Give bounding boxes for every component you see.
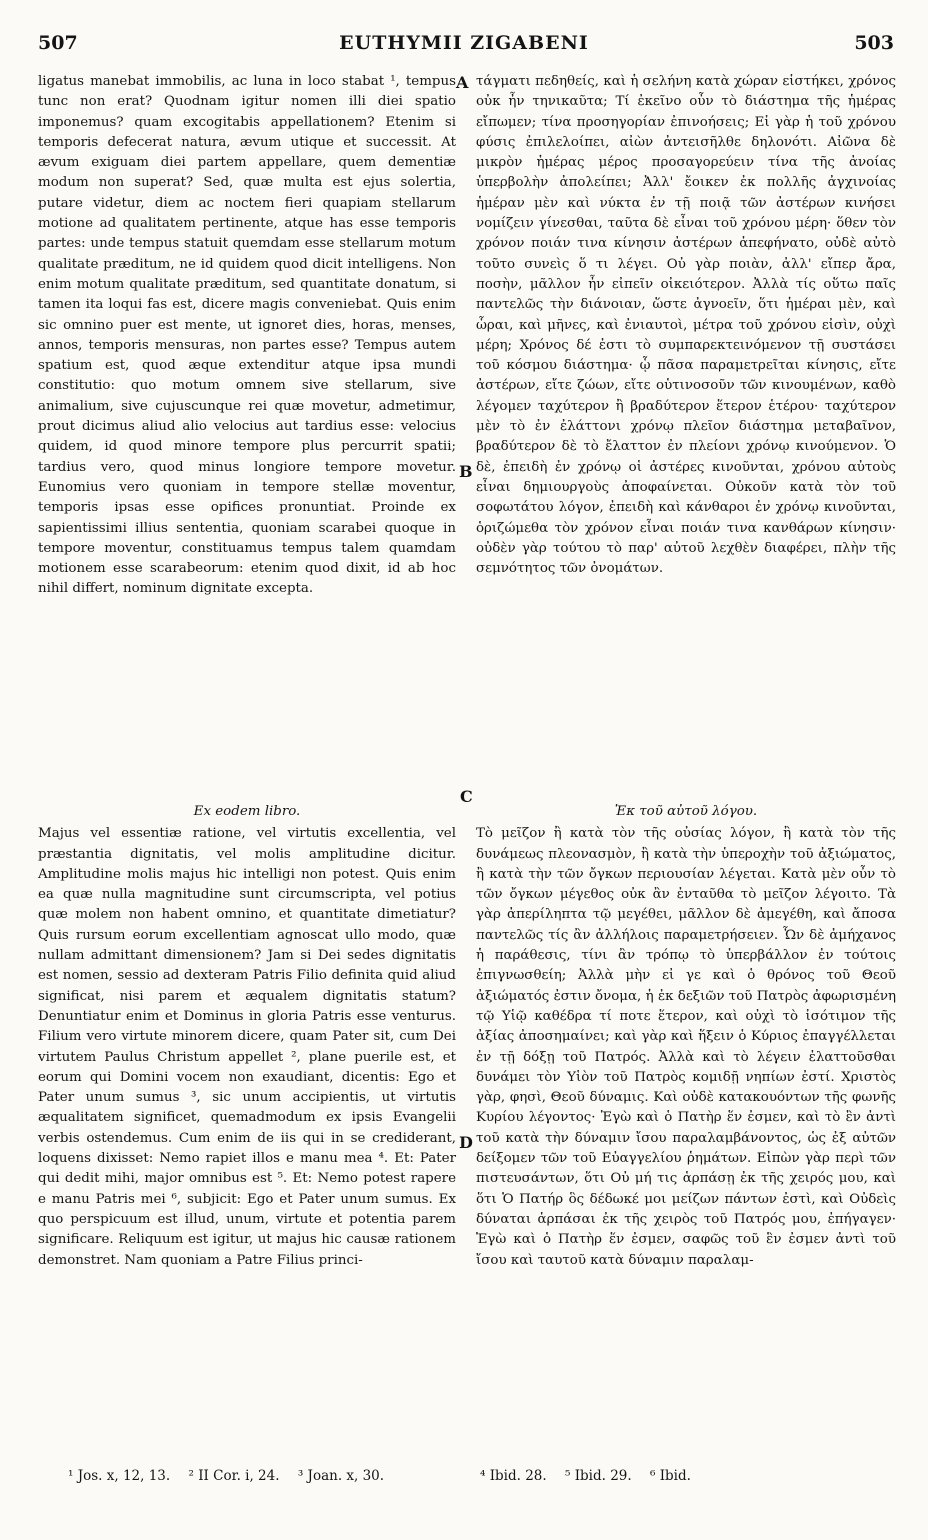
latin-paragraph-majus: Majus vel essentiæ ratione, vel virtutis excellentia, vel præstantia dignitatis, vel molis amplitudine dicitur. Amplitudine molis majus hic intelligi non potest. Quis enim ea quæ nulla magnitudine sunt circumscripta, vel potius quæ molem non habent omnino, et quantitate dimetiatur? Quis rursum eorum excellentiam agnoscat ullo modo, quæ nullam admittant dimensionem? Jam si Dei sedes dignitatis est nomen, sessio ad dexteram Patris Filio definita quid aliud significat, nisi parem et æqualem dignitatis statum? Denuntiatur enim et Dominus in gloria Patris esse venturus. Filium vero virtute minorem dicere, quam Pater sit, cum Dei virtutem Paulus Christum appellet ², plane puerile est, et eorum qui Domini vocem non exaudiant, dicentis: Ego et Pater unum sumus ³, sic unum accipientis, ut virtutis æqualitatem significet, quemadmodum ex ipsis Evangelii verbis ostendemus. Cum enim de iis qui in se crediderant, loquens dixisset: Nemo rapiet illos e manu mea ⁴. Et: Pater qui dedit mihi, major omnibus est ⁵. Et: Nemo potest rapere e manu Patris mei ⁶, subjicit: Ego et Pater unum sumus. Ex quo perspicuum est illud, unum, virtute et potentia parem significare. Reliquum est igitur, ut majus hic causæ rationem demonstret. Nam quoniam a Patre Filius princi-	[38, 826, 456, 1268]
greek-column-bottom	[476, 802, 896, 1271]
greek-paragraph-meizon: Τὸ μεῖζον ἢ κατὰ τὸν τῆς οὐσίας λόγον, ἢ κατὰ τὸν τῆς δυνάμεως πλεονασμὸν, ἢ κατὰ τὴν ὑπεροχὴν τοῦ ἀξιώματος, ἢ κατὰ τὴν τῶν ὄγκων περιουσίαν λέγεται. Κατὰ μὲν οὖν τὸ τῶν ὄγκων μέγεθος οὐκ ἂν ἐνταῦθα τὸ μεῖζον λέγοιτο. Τὰ γὰρ ἀπερίληπτα τῷ μεγέθει, μᾶλλον δὲ ἀμεγέθη, καὶ ἄποσα παντελῶς τίς ἂν ἀλλήλοις παραμετρήσειεν. Ὧν δὲ ἀμήχανος ἡ παράθεσις, τίνι ἂν τρόπῳ τὸ ὑπερβάλλον ἐν τούτοις ἐπιγνωσθείη; Ἀλλὰ μὴν εἰ γε καὶ ὁ θρόνος τοῦ Θεοῦ ἀξιώματός ἐστιν ὄνομα, ἡ ἐκ δεξιῶν τοῦ Πατρὸς ἀφωρισμένη τῷ Υἱῷ καθέδρα τί ποτε ἕτερον, καὶ οὐχὶ τὸ ἰσότιμον τῆς ἀξίας ἀποσημαίνει; καὶ γὰρ καὶ ἥξειν ὁ Κύριος ἐπαγγέλλεται ἐν τῇ δόξῃ τοῦ Πατρός. Ἀλλὰ καὶ τὸ λέγειν ἐλαττοῦσθαι δυνάμει τὸν Υἱὸν τοῦ Πατρὸς κομιδῇ νηπίων ἐστί. Χριστὸς γὰρ, φησὶ, Θεοῦ δύναμις. Καὶ οὐδὲ κατακουόντων τῆς φωνῆς Κυρίου λέγοντος· Ἐγὼ καὶ ὁ Πατὴρ ἕν ἐσμεν, καὶ τὸ ἓν ἀντὶ τοῦ κατὰ τὴν δύναμιν ἴσου παραλαμβάνοντος, ὡς ἐξ αὐτῶν δείξομεν τῶν τοῦ Εὐαγγελίου ῥημάτων. Εἰπὼν γὰρ περὶ τῶν πιστευσάντων, ὅτι Οὐ μή τις ἁρπάσῃ ἐκ τῆς χειρός μου, καὶ ὅτι Ὁ Πατήρ ὃς δέδωκέ μοι μείζων πάντων ἐστὶ, καὶ Οὐδεὶς δύναται ἁρπάσαι ἐκ τῆς χειρὸς τοῦ Πατρός μου, ἐπήγαγεν· Ἐγὼ καὶ ὁ Πατὴρ ἕν ἐσμεν, σαφῶς τοῦ ἓν ἐσμεν ἀντὶ τοῦ ἴσου καὶ ταυτοῦ κατὰ δύναμιν παραλαμ-	[476, 826, 896, 1268]
margin-letter-b: B	[459, 462, 473, 481]
margin-letter-d: D	[459, 1133, 473, 1152]
page-header	[30, 32, 898, 62]
greek-section-subtitle: Ἐκ τοῦ αὐτοῦ λόγου.	[614, 804, 758, 819]
footnote: ⁵ Ibid. 29.	[565, 1468, 632, 1484]
latin-section-subtitle: Ex eodem libro.	[193, 804, 301, 819]
running-title: EUTHYMII ZIGABENI	[339, 32, 589, 54]
footnote: ¹ Jos. x, 12, 13.	[68, 1468, 171, 1484]
page-number-left: 507	[38, 32, 78, 54]
footnote: ² II Cor. i, 24.	[188, 1468, 280, 1484]
greek-column-top	[476, 72, 896, 579]
greek-paragraph-time: τάγματι πεδηθείς, καὶ ἡ σελήνη κατὰ χώραν εἱστήκει, χρόνος οὐκ ἦν τηνικαῦτα; Τί ἐκεῖνο οὖν τὸ διάστημα τῆς ἡμέρας εἴπωμεν; τίνα προσηγορίαν ἐπινοήσεις; Εἰ γὰρ ἡ τοῦ χρόνου φύσις ἐπιλελοίπει, αἰὼν ἀντεισῆλθε δηλονότι. Αἰῶνα δὲ μικρὸν ἡμέρας μέρος προσαγορεύειν τίνα τῆς ἀνοίας ὑπερβολὴν ἀπολείπει; Ἀλλ' ἔοικεν ἐκ πολλῆς ἀγχινοίας ἡμέραν μὲν καὶ νύκτα ἐν τῇ ποιᾷ τῶν ἀστέρων κινήσει νομίζειν γίνεσθαι, ταῦτα δὲ εἶναι τοῦ χρόνου μέρη· ὅθεν τὸν χρόνον ποιάν τινα κίνησιν ἀστέρων ἀπεφήνατο, οὐδὲ αὐτὸ τοῦτο συνεὶς ὅ τι λέγει. Οὐ γὰρ ποιὰν, ἀλλ' εἴπερ ἄρα, ποσὴν, μᾶλλον ἦν εἰπεῖν οἰκειότερον. Ἀλλὰ τίς οὕτω παῖς παντελῶς τὴν διάνοιαν, ὥστε ἀγνοεῖν, ὅτι ἡμέραι μὲν, καὶ ὧραι, καὶ μῆνες, καὶ ἐνιαυτοὶ, μέτρα τοῦ χρόνου εἰσὶν, οὐχὶ μέρη; Χρόνος δέ ἐστι τὸ συμπαρεκτεινόμενον τῇ συστάσει τοῦ κόσμου διάστημα· ᾧ πᾶσα παραμετρεῖται κίνησις, εἴτε ἀστέρων, εἴτε ζώων, εἴτε οὑτινοσοῦν τῶν κινουμένων, καθὸ λέγομεν ταχύτερον ἢ βραδύτερον ἕτερον ἑτέρου· ταχύτερον μὲν τὸ ἐν ἐλάττονι χρόνῳ πλεῖον διάστημα μεταβαῖνον, βραδύτερον δὲ τὸ ἔλαττον ἐν πλείονι χρόνῳ κινούμενον. Ὁ δὲ, ἐπειδὴ ἐν χρόνῳ οἱ ἀστέρες κινοῦνται, χρόνου αὐτοὺς εἶναι δημιουργοὺς ἀποφαίνεται. Οὐκοῦν κατὰ τὸν τοῦ σοφωτάτου λόγον, ἐπειδὴ καὶ κάνθαροι ἐν χρόνῳ κινοῦνται, ὁριζώμεθα τὸν χρόνον εἶναι ποιάν τινα κανθάρων κίνησιν· οὐδὲν γὰρ τούτου τὸ παρ' αὐτοῦ λεχθὲν διαφέρει, πλὴν τῆς σεμνότητος τῶν ὀνομάτων.	[476, 74, 896, 577]
margin-letter-a: A	[456, 73, 469, 92]
footnotes-left	[68, 1468, 458, 1484]
latin-column-bottom	[38, 802, 456, 1271]
footnote: ³ Joan. x, 30.	[297, 1468, 385, 1484]
latin-column-top	[38, 72, 456, 600]
footnote: ⁶ Ibid.	[650, 1468, 691, 1484]
page-number-right: 503	[854, 32, 894, 54]
margin-letter-c: C	[460, 787, 473, 806]
latin-paragraph-time: ligatus manebat immobilis, ac luna in loco stabat ¹, tempus tunc non erat? Quodnam igitur nomen illi diei spatio imponemus? quam excogitabis appellationem? Etenim si temporis defecerat natura, ævum utique et successit. At ævum exiguam diei partem appellare, quem dementiæ modum non superat? Sed, quæ multa est ejus solertia, putare videtur, diem ac noctem fieri quapiam stellarum motione ad qualitatem pertinente, atque has esse temporis partes: unde tempus statuit quemdam esse stellarum motum qualitate præditum, ne id quidem quod dicit intelligens. Non enim motum qualitate præditum, sed quantitate donatum, si tamen ita loqui fas est, dicere magis conveniebat. Quis enim sic omnino puer est mente, ut ignoret dies, horas, menses, annos, temporis mensuras, non partes esse? Tempus autem spatium est, quod æque extenditur atque ipsa mundi constitutio: quo motum omnem sive stellarum, sive animalium, sive cujuscunque rei quæ movetur, admetimur, prout dicimus aliud alio velocius aut tardius esse: velocius quidem, id quod minore tempore plus percurrit spatii; tardius vero, quod minus longiore tempore movetur. Eunomius vero quoniam in tempore stellæ moventur, temporis ipsas esse opifices pronuntiat. Proinde ex sapientissimi illius sententia, quoniam scarabei quoque in tempore moventur, constituamus tempus talem quamdam motionem esse scarabeorum: etenim quod dixit, id ab hoc nihil differt, nominum dignitate excepta.	[38, 74, 456, 597]
footnote: ⁴ Ibid. 28.	[480, 1468, 547, 1484]
footnotes-right	[480, 1468, 890, 1484]
